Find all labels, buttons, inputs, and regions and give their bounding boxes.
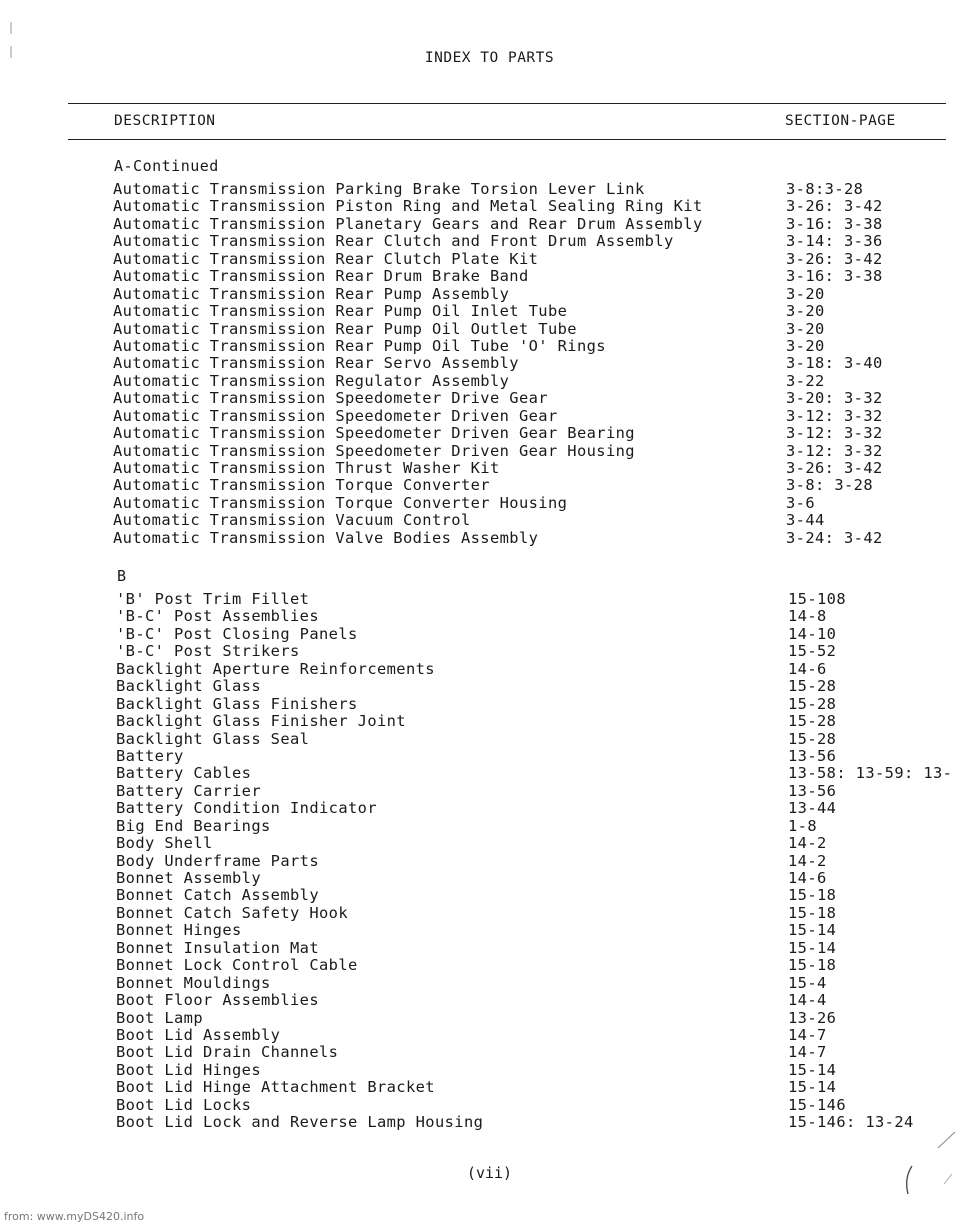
entry-section-page: 14-10: [788, 624, 837, 643]
entry-description: Boot Lid Lock and Reverse Lamp Housing: [116, 1113, 484, 1132]
index-entry: [116, 1062, 979, 1079]
entry-section-page: 15-14: [788, 938, 837, 957]
entry-section-page: 14-8: [788, 607, 827, 626]
entry-description: Automatic Transmission Speedometer Driven Gear Housing: [113, 441, 635, 460]
index-entry: [116, 591, 979, 608]
entry-description: Backlight Glass Finishers: [116, 694, 358, 713]
index-entry: [116, 887, 979, 904]
entry-section-page: 15-28: [788, 729, 837, 748]
index-entry: [113, 495, 979, 512]
header-bottom-rule: [68, 139, 946, 140]
entry-section-page: 3-22: [786, 371, 825, 390]
entry-section-page: 15-108: [788, 590, 846, 608]
entry-description: Bonnet Assembly: [116, 869, 261, 887]
scan-margin-mark-icon: [8, 20, 14, 60]
entry-description: Automatic Transmission Regulator Assembly: [113, 371, 510, 390]
index-entry: [113, 390, 979, 407]
entry-description: Bonnet Mouldings: [116, 973, 271, 992]
page-number: (vii): [466, 1164, 513, 1182]
entry-section-page: 3-8:3-28: [786, 180, 864, 198]
index-entry: [113, 181, 979, 198]
index-entry: [116, 1079, 979, 1096]
entry-section-page: 3-16: 3-38: [786, 214, 883, 233]
index-entry: [116, 818, 979, 835]
index-entry: [116, 696, 979, 713]
entry-description: Automatic Transmission Rear Servo Assembly: [113, 354, 519, 373]
entry-description: Automatic Transmission Thrust Washer Kit: [113, 459, 500, 477]
entry-description: Battery Cables: [116, 764, 252, 783]
entry-section-page: 3-8: 3-28: [786, 476, 873, 495]
entry-description: Boot Floor Assemblies: [116, 991, 319, 1010]
index-entry: [113, 355, 979, 372]
index-entry: [113, 321, 979, 338]
index-entry: [113, 408, 979, 425]
index-entry: [113, 268, 979, 285]
entry-description: Big End Bearings: [116, 816, 271, 835]
entry-description: Body Underframe Parts: [116, 851, 319, 870]
entry-description: Bonnet Catch Safety Hook: [116, 903, 348, 922]
index-entry: [116, 870, 979, 887]
index-entry: [116, 731, 979, 748]
entry-section-page: 3-20: [786, 302, 825, 321]
index-entry: [116, 678, 979, 695]
index-entry: [116, 1097, 979, 1114]
entry-description: Automatic Transmission Valve Bodies Assembly: [113, 528, 539, 547]
entry-description: Bonnet Insulation Mat: [116, 938, 319, 957]
entry-section-page: 15-146: 13-24: [788, 1113, 914, 1132]
entry-description: Bonnet Catch Assembly: [116, 886, 319, 905]
entry-section-page: 3-26: 3-42: [786, 197, 883, 216]
description-column-header: DESCRIPTION: [114, 113, 216, 129]
index-entry: [116, 992, 979, 1009]
index-entry: [116, 835, 979, 852]
entry-section-page: 3-20: [786, 284, 825, 303]
entry-description: Automatic Transmission Speedometer Driven Gear Bearing: [113, 424, 635, 443]
index-entry: [113, 512, 979, 529]
entry-description: Battery: [116, 746, 184, 765]
entry-section-page: 3-12: 3-32: [786, 406, 883, 425]
index-entry: [113, 477, 979, 494]
entry-section-page: 3-24: 3-42: [786, 528, 883, 547]
entry-description: Automatic Transmission Rear Pump Oil Outlet Tube: [113, 319, 577, 338]
index-entry: [116, 1027, 979, 1044]
entry-description: Backlight Glass Finisher Joint: [116, 712, 406, 731]
entry-description: Automatic Transmission Vacuum Control: [113, 511, 471, 530]
entry-section-page: 15-18: [788, 903, 837, 922]
entry-description: Boot Lamp: [116, 1008, 203, 1027]
index-entry: [116, 661, 979, 678]
header-top-rule: [68, 103, 946, 104]
entry-section-page: 15-18: [788, 956, 837, 975]
entry-section-page: 3-6: [786, 493, 815, 512]
index-entry: [116, 783, 979, 800]
index-entry: [116, 748, 979, 765]
entry-description: Automatic Transmission Speedometer Driven Gear: [113, 406, 558, 425]
index-entry: [113, 198, 979, 215]
entry-description: Automatic Transmission Rear Pump Assembly: [113, 284, 510, 303]
source-watermark: from: www.myDS420.info: [4, 1210, 145, 1223]
entry-section-page: 3-18: 3-40: [786, 354, 883, 373]
index-entry: [116, 626, 979, 643]
section-b-label: B: [117, 567, 127, 585]
index-entry: [113, 425, 979, 442]
index-entry: [116, 800, 979, 817]
entry-description: Backlight Aperture Reinforcements: [116, 659, 435, 678]
index-entry: [113, 338, 979, 355]
index-entry: [113, 443, 979, 460]
section-a-entry-list: [113, 181, 979, 547]
entry-section-page: 15-28: [788, 677, 837, 696]
entry-description: Boot Lid Locks: [116, 1095, 252, 1114]
entry-section-page: 3-20: [786, 319, 825, 338]
entry-description: Bonnet Lock Control Cable: [116, 956, 358, 975]
entry-description: Automatic Transmission Piston Ring and Metal Sealing Ring Kit: [113, 197, 703, 216]
index-entry: [116, 713, 979, 730]
index-entry: [113, 286, 979, 303]
entry-description: Automatic Transmission Parking Brake Torsion Lever Link: [113, 180, 645, 198]
index-entry: [116, 765, 979, 782]
index-entry: [116, 643, 979, 660]
entry-section-page: 13-58: 13-59: 13-: [788, 764, 953, 783]
entry-section-page: 3-12: 3-32: [786, 441, 883, 460]
entry-section-page: 15-52: [788, 642, 837, 661]
entry-section-page: 15-14: [788, 1078, 837, 1097]
index-entry: [116, 608, 979, 625]
entry-description: 'B-C' Post Assemblies: [116, 607, 319, 626]
entry-section-page: 13-56: [788, 746, 837, 765]
entry-description: Boot Lid Drain Channels: [116, 1043, 339, 1062]
entry-description: Automatic Transmission Rear Pump Oil Tube 'O' Rings: [113, 336, 606, 355]
entry-description: Automatic Transmission Rear Clutch and Front Drum Assembly: [113, 232, 674, 251]
entry-description: Battery Carrier: [116, 781, 261, 800]
index-entry: [116, 905, 979, 922]
entry-description: Backlight Glass: [116, 677, 261, 696]
entry-description: Boot Lid Hinges: [116, 1060, 261, 1079]
index-entry: [116, 1044, 979, 1061]
entry-section-page: 1-8: [788, 816, 817, 835]
entry-section-page: 15-28: [788, 694, 837, 713]
entry-description: Automatic Transmission Rear Drum Brake Band: [113, 267, 529, 286]
index-entry: [116, 940, 979, 957]
entry-section-page: 14-7: [788, 1043, 827, 1062]
scan-corner-mark-icon: [900, 1128, 970, 1200]
entry-section-page: 15-146: [788, 1095, 846, 1114]
entry-section-page: 13-44: [788, 799, 837, 818]
entry-section-page: 15-18: [788, 886, 837, 905]
page-title: INDEX TO PARTS: [424, 50, 555, 66]
index-entry: [113, 530, 979, 547]
entry-description: Automatic Transmission Rear Clutch Plate Kit: [113, 249, 539, 268]
entry-section-page: 3-14: 3-36: [786, 232, 883, 251]
section-b-entry-list: [116, 591, 979, 1132]
index-entry: [116, 1114, 979, 1131]
entry-section-page: 3-44: [786, 511, 825, 530]
entry-section-page: 15-14: [788, 1060, 837, 1079]
index-entry: [116, 853, 979, 870]
entry-section-page: 3-26: 3-42: [786, 459, 883, 477]
index-entry: [113, 233, 979, 250]
entry-description: 'B-C' Post Strikers: [116, 642, 300, 661]
entry-section-page: 3-12: 3-32: [786, 424, 883, 443]
entry-section-page: 3-20: [786, 336, 825, 355]
entry-section-page: 15-14: [788, 921, 837, 940]
entry-section-page: 14-2: [788, 851, 827, 870]
entry-section-page: 14-6: [788, 869, 827, 887]
entry-description: Automatic Transmission Torque Converter: [113, 476, 490, 495]
index-entry: [113, 303, 979, 320]
index-entry: [113, 373, 979, 390]
entry-description: Boot Lid Assembly: [116, 1025, 281, 1044]
entry-section-page: 14-6: [788, 659, 827, 678]
entry-section-page: 3-16: 3-38: [786, 267, 883, 286]
entry-section-page: 15-28: [788, 712, 837, 731]
entry-description: Boot Lid Hinge Attachment Bracket: [116, 1078, 435, 1097]
entry-section-page: 15-4: [788, 973, 827, 992]
entry-description: 'B-C' Post Closing Panels: [116, 624, 358, 643]
index-entry: [116, 922, 979, 939]
index-entry: [113, 216, 979, 233]
entry-description: Body Shell: [116, 834, 213, 853]
index-entry: [116, 1010, 979, 1027]
entry-description: Automatic Transmission Rear Pump Oil Inlet Tube: [113, 302, 568, 321]
entry-description: Automatic Transmission Planetary Gears and Rear Drum Assembly: [113, 214, 703, 233]
index-entry: [113, 251, 979, 268]
entry-section-page: 14-2: [788, 834, 827, 853]
section-page-column-header: SECTION-PAGE: [785, 113, 896, 129]
entry-description: Backlight Glass Seal: [116, 729, 310, 748]
entry-description: Battery Condition Indicator: [116, 799, 377, 818]
entry-description: Bonnet Hinges: [116, 921, 242, 940]
entry-section-page: 3-20: 3-32: [786, 389, 883, 408]
entry-section-page: 13-26: [788, 1008, 837, 1027]
index-entry: [116, 975, 979, 992]
entry-section-page: 14-4: [788, 991, 827, 1010]
entry-description: 'B' Post Trim Fillet: [116, 590, 310, 608]
section-a-label: A-Continued: [114, 157, 219, 175]
entry-section-page: 13-56: [788, 781, 837, 800]
entry-description: Automatic Transmission Speedometer Drive Gear: [113, 389, 548, 408]
index-entry: [113, 460, 979, 477]
entry-section-page: 3-26: 3-42: [786, 249, 883, 268]
index-entry: [116, 957, 979, 974]
entry-section-page: 14-7: [788, 1025, 827, 1044]
entry-description: Automatic Transmission Torque Converter Housing: [113, 493, 568, 512]
